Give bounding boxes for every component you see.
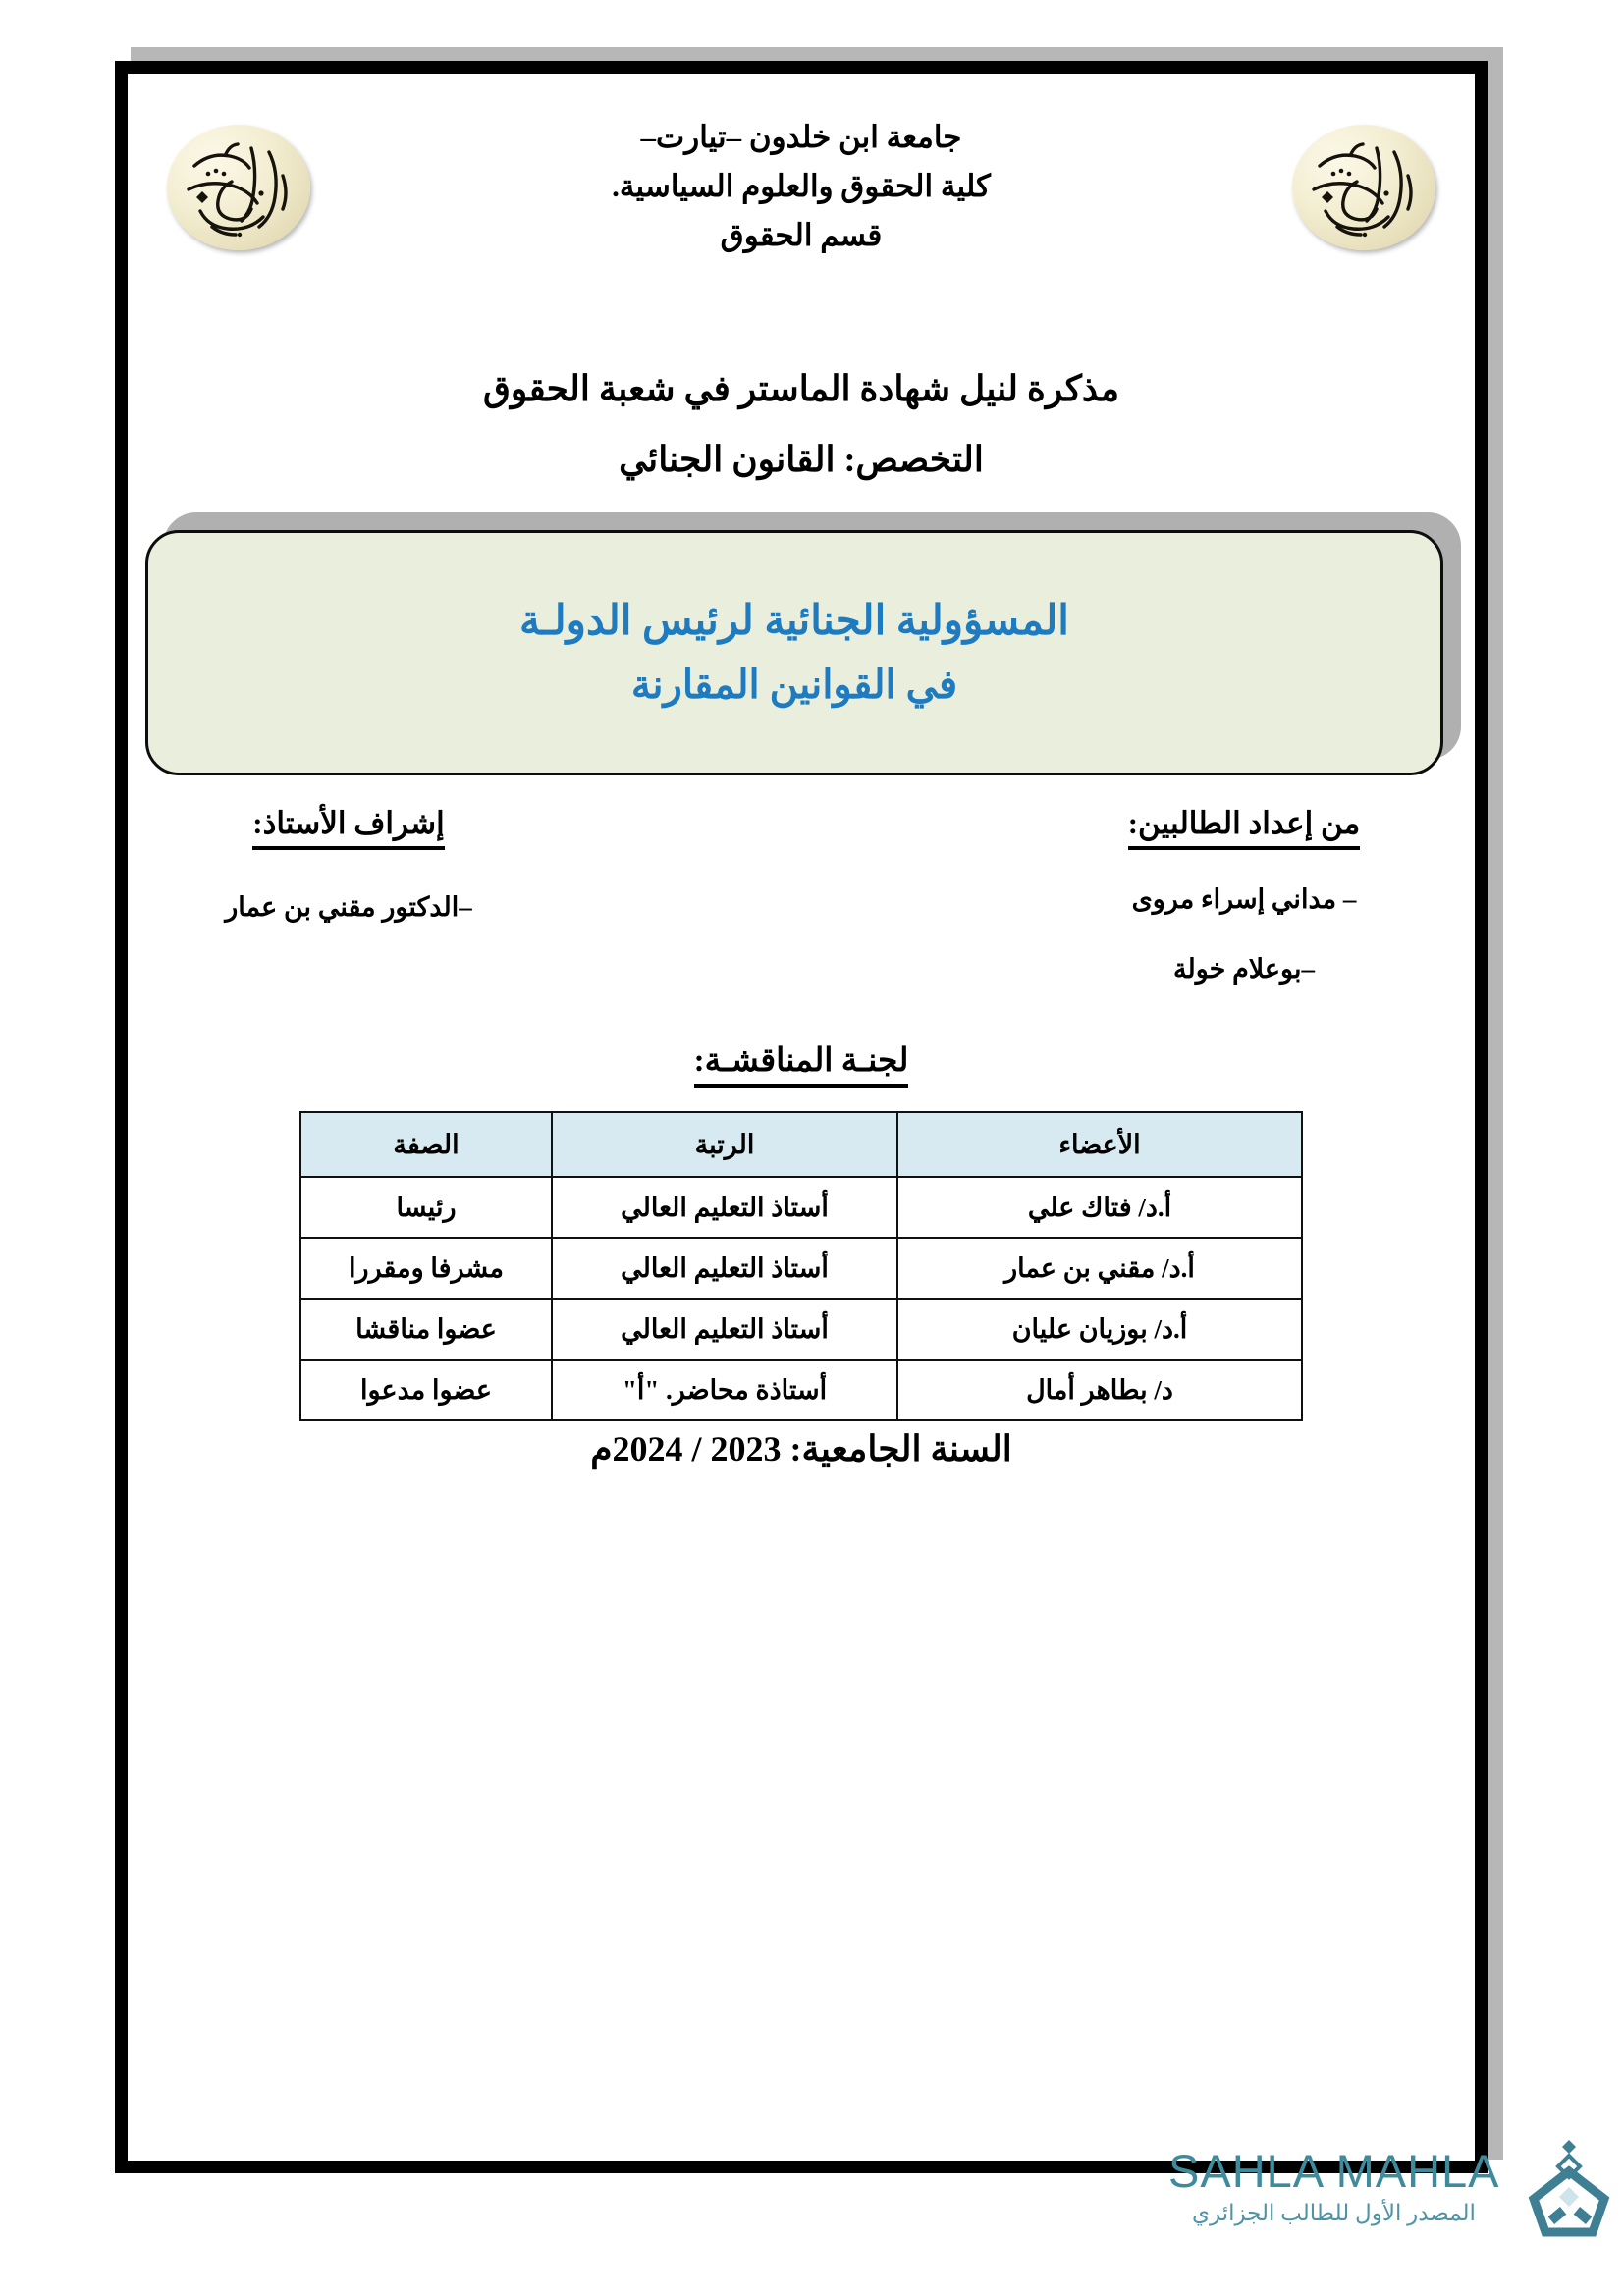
student-name: – مداني إسراء مروى (1131, 884, 1357, 915)
thesis-title-line-1: المسؤولية الجنائية لرئيس الدولـة (519, 599, 1069, 645)
faculty-name: كلية الحقوق والعلوم السياسية. (612, 169, 991, 204)
university-affiliation (128, 113, 1475, 261)
watermark-tagline: المصدر الأول للطالب الجزائري (1192, 2201, 1476, 2225)
thesis-title-line-2: في القوانين المقارنة (630, 662, 958, 707)
jury-heading-wrap (128, 1041, 1475, 1088)
specialization-line: التخصص: القانون الجنائي (619, 440, 984, 479)
jury-member-name: أ.د/ فتاك علي (897, 1177, 1302, 1238)
table-row (300, 1177, 1302, 1238)
column-header-role: الصفة (300, 1112, 552, 1177)
column-header-members: الأعضاء (897, 1112, 1302, 1177)
jury-member-rank: أستاذ التعليم العالي (552, 1299, 897, 1360)
supervisor-name: –الدكتور مقني بن عمار (225, 892, 472, 923)
degree-statement (128, 353, 1475, 495)
table-header-row (300, 1112, 1302, 1177)
university-name: جامعة ابن خلدون –تيارت– (640, 120, 962, 154)
academic-year: السنة الجامعية: 2023 / 2024م (590, 1429, 1012, 1468)
jury-member-role: مشرفا ومقررا (300, 1238, 552, 1299)
document-header (128, 113, 1475, 329)
jury-member-role: رئيسا (300, 1177, 552, 1238)
student-name: –بوعلام خولة (1173, 953, 1315, 984)
degree-line: مذكرة لنيل شهادة الماستر في شعبة الحقوق (482, 369, 1120, 408)
page-content (128, 74, 1475, 2161)
thesis-title-area (145, 520, 1461, 774)
table-row (300, 1299, 1302, 1360)
jury-member-rank: أستاذة محاضر. "أ" (552, 1360, 897, 1420)
jury-member-name: أ.د/ بوزيان عليان (897, 1299, 1302, 1360)
jury-heading: لجنـة المناقشـة: (694, 1041, 909, 1088)
jury-member-role: عضوا مناقشا (300, 1299, 552, 1360)
watermark (1168, 2140, 1600, 2258)
jury-member-name: د/ بطاهر أمال (897, 1360, 1302, 1420)
table-row (300, 1360, 1302, 1420)
jury-member-rank: أستاذ التعليم العالي (552, 1177, 897, 1238)
department-name: قسم الحقوق (720, 218, 883, 253)
students-column (1033, 805, 1455, 988)
supervisor-column (137, 805, 560, 928)
jury-member-role: عضوا مدعوا (300, 1360, 552, 1420)
students-heading: من إعداد الطالبين: (1128, 805, 1361, 850)
jury-member-rank: أستاذ التعليم العالي (552, 1238, 897, 1299)
supervisor-heading: إشراف الأستاذ: (252, 805, 444, 850)
jury-member-name: أ.د/ مقني بن عمار (897, 1238, 1302, 1299)
authors-and-supervisor (128, 805, 1475, 1001)
thesis-title-box (145, 530, 1443, 775)
table-row (300, 1238, 1302, 1299)
column-header-rank: الرتبة (552, 1112, 897, 1177)
watermark-logo-icon (1522, 2138, 1616, 2246)
watermark-brand: SAHLA MAHLA (1168, 2145, 1500, 2197)
jury-table (299, 1111, 1303, 1421)
